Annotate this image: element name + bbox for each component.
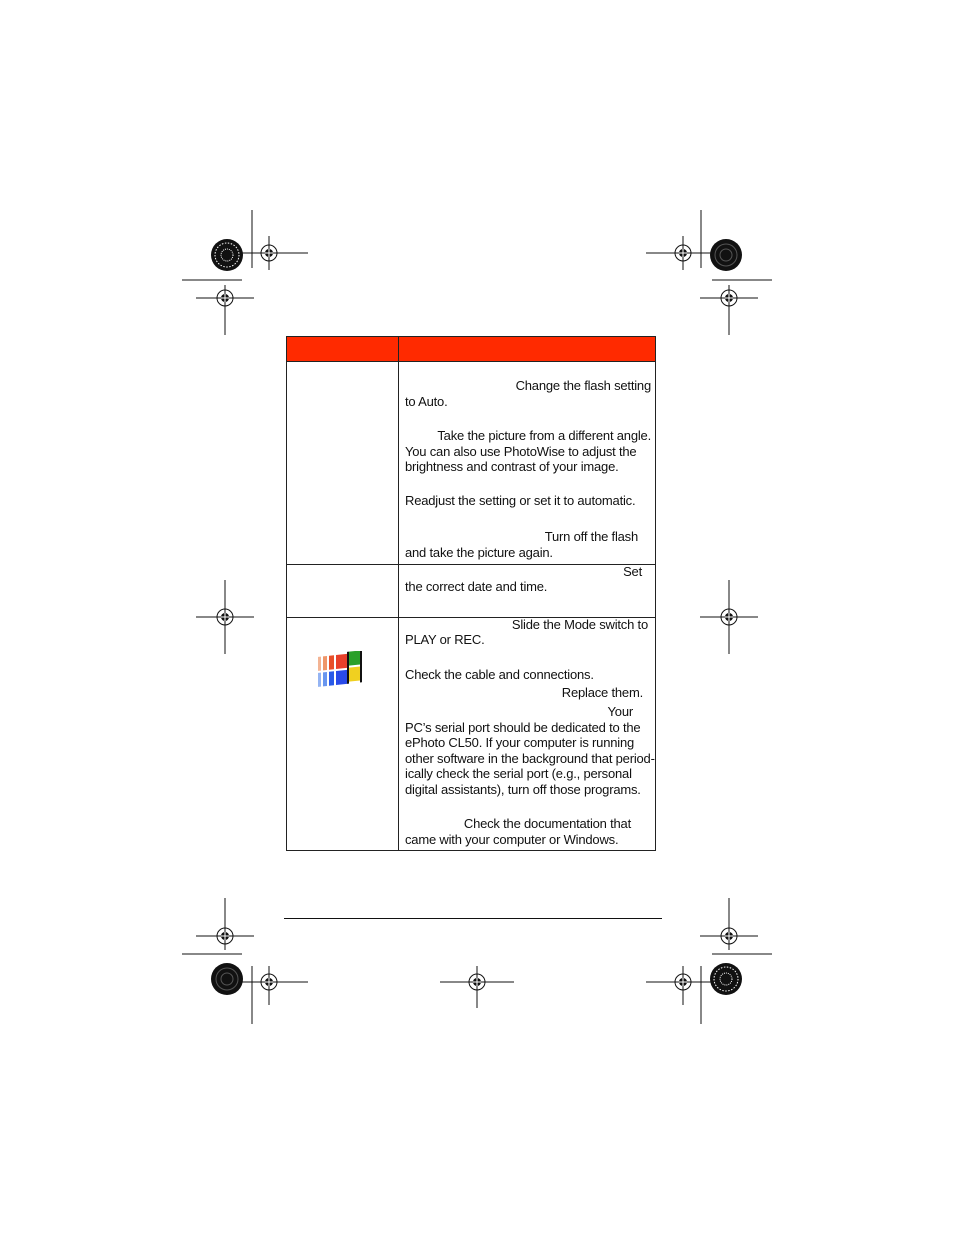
solution-text: PC’s serial port should be dedicated to the (405, 720, 641, 735)
solution-text: ically check the serial port (e.g., personal (405, 766, 632, 781)
solution-text: You can also use PhotoWise to adjust the (405, 444, 637, 459)
table-header (287, 337, 655, 362)
solution-text: Replace them. (561, 685, 643, 700)
solution-text: other software in the background that period- (405, 751, 655, 766)
solution-text: and take the picture again. (405, 545, 553, 560)
solution-text: PLAY or REC. (405, 632, 485, 647)
solution-text: Turn off the flash (544, 529, 638, 544)
solution-text: Readjust the setting or set it to automatic. (405, 493, 636, 508)
solution-text: ePhoto CL50. If your computer is running (405, 735, 635, 750)
solution-text: brightness and contrast of your image. (405, 459, 619, 474)
solution-text: to Auto. (405, 394, 448, 409)
solution-text: Your (607, 704, 633, 719)
column-divider (398, 337, 399, 850)
windows-logo-icon (317, 651, 369, 689)
solution-text: Slide the Mode switch to (511, 617, 648, 632)
solution-text: Check the documentation that (463, 816, 631, 831)
solution-text: Change the flash setting (515, 378, 651, 393)
troubleshooting-table (286, 336, 656, 851)
target-icon (710, 239, 742, 271)
solution-text: Check the cable and connections. (405, 667, 594, 682)
starburst-icon (710, 963, 742, 995)
solution-text: digital assistants), turn off those programs. (405, 782, 641, 797)
target-icon (211, 963, 243, 995)
starburst-icon (211, 239, 243, 271)
solution-text: Set (623, 564, 642, 579)
solution-text: came with your computer or Windows. (405, 832, 619, 847)
solution-text: the correct date and time. (405, 579, 548, 594)
solution-text: Take the picture from a different angle. (437, 428, 651, 443)
footer-rule (284, 918, 662, 919)
